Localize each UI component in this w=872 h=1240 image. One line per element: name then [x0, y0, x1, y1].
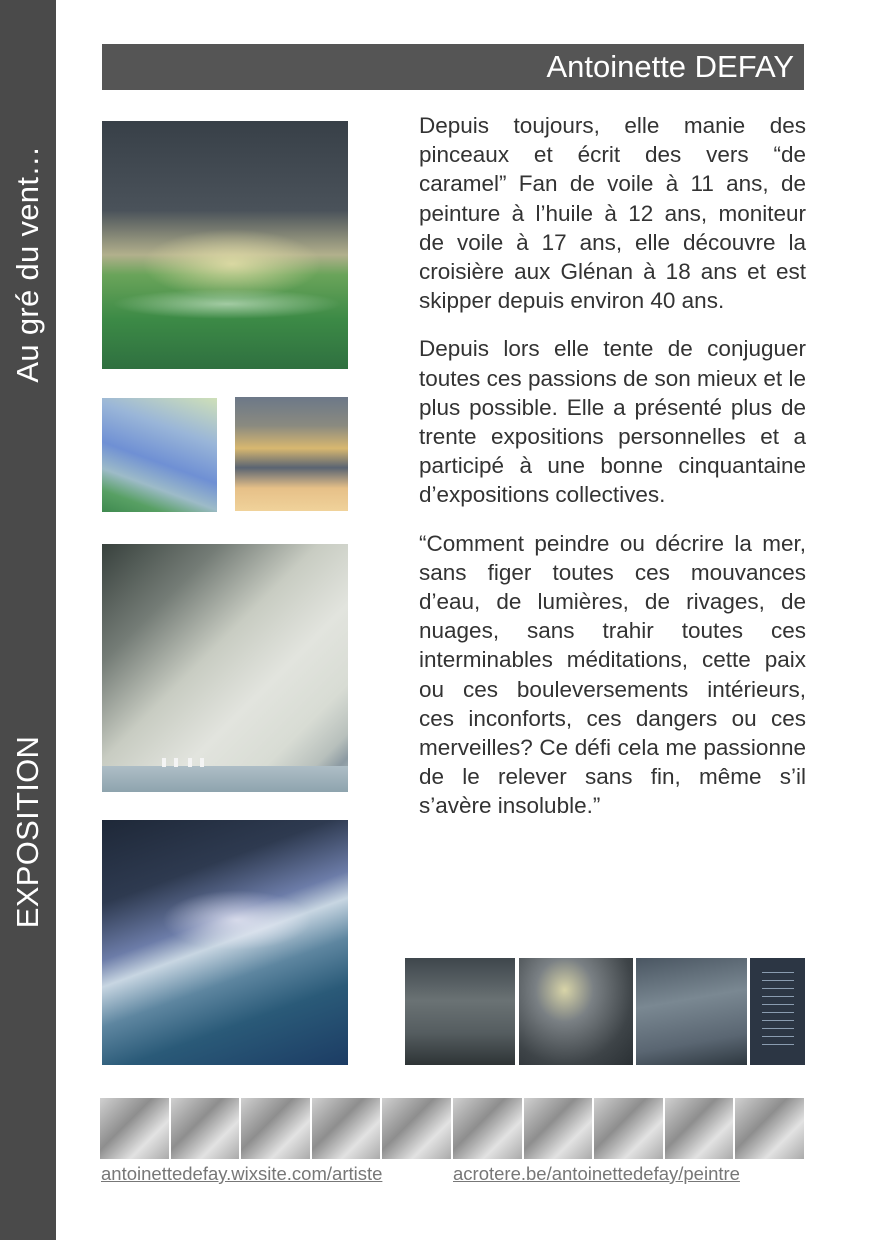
sidebar	[0, 0, 56, 1240]
strip-painting-3	[636, 958, 747, 1065]
sidebar-section-label: EXPOSITION	[10, 735, 45, 929]
thumbnail	[382, 1098, 451, 1159]
thumbnail	[665, 1098, 734, 1159]
sailboat-icon	[162, 758, 166, 767]
thumbnail	[735, 1098, 804, 1159]
page-title: Antoinette DEFAY	[546, 49, 794, 84]
biography-paragraph-2: Depuis lors elle tente de conjuguer toutes ces passions de son mieux et le plus possible. Elle a présenté plus de trente expositions personnelles et a participé à une bonne cinquantaine d’expositions collectives.	[419, 336, 806, 508]
painting-blue-sky-sea	[102, 398, 217, 512]
thumbnail	[241, 1098, 310, 1159]
thumbnail	[453, 1098, 522, 1159]
website-link-artiste[interactable]: antoinettedefay.wixsite.com/artiste	[101, 1163, 383, 1184]
sailboat-icon	[188, 758, 192, 767]
sailboat-icon	[174, 758, 178, 767]
painting-grey-sky-sailboats	[102, 544, 348, 792]
thumbnail	[100, 1098, 169, 1159]
strip-painting-2	[519, 958, 633, 1065]
title-bar	[102, 44, 804, 90]
thumbnail	[524, 1098, 593, 1159]
strip-painting-1	[405, 958, 515, 1065]
strip-painting-4	[750, 958, 805, 1065]
biography-text	[419, 111, 806, 840]
painting-dark-blue-waves	[102, 820, 348, 1065]
thumbnail	[312, 1098, 381, 1159]
thumbnail-row	[100, 1098, 804, 1159]
website-link-peintre[interactable]: acrotere.be/antoinettedefay/peintre	[453, 1163, 740, 1184]
biography-paragraph-1: Depuis toujours, elle manie des pinceaux et écrit des vers “de caramel” Fan de voile à 11 ans, de peinture à l’huile à 12 ans, moniteur de voile à 17 ans, elle découvre la croisière aux Glénan à 18 ans et est skipper depuis environ 40 ans.	[419, 113, 806, 314]
painting-golden-clouds	[235, 397, 348, 511]
artist-quote: “Comment peindre ou décrire la mer, sans figer toutes ces mouvances d’eau, de lumières, de rivages, de nuages, sans trahir toutes ces interminables méditations, cette paix ou ces bouleversements intérieurs, ces inconforts, ces dangers ou ces merveilles? Ce défi cela me passionne de le relever sans fin, même s’il s’avère insoluble.”	[419, 530, 806, 819]
painting-stormy-green-sea	[102, 121, 348, 369]
painting-strip	[405, 958, 805, 1065]
sailboat-icon	[200, 758, 204, 767]
thumbnail	[594, 1098, 663, 1159]
thumbnail	[171, 1098, 240, 1159]
sidebar-tagline: Au gré du vent…	[10, 145, 45, 383]
